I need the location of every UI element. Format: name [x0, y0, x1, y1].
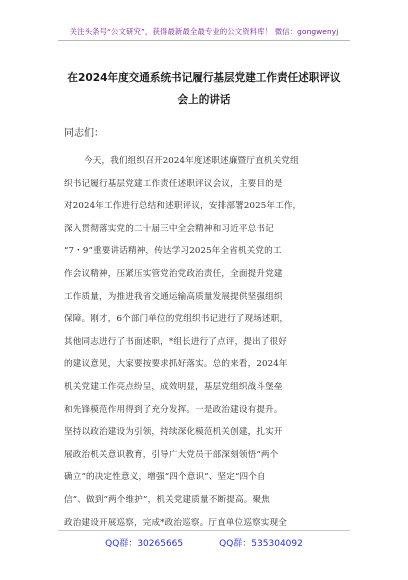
body-text-line: 保障。刚才，6个部门单位的党组织书记进行了现场述职， [64, 314, 289, 325]
body-text-line: 展政治机关意识教育，引导广大党员干部深刻领悟“两个 [64, 449, 279, 460]
body-text-line: 其他同志进行了书面述职，*组长进行了点评，提出了很好 [64, 336, 288, 347]
footer-qq-group-2: QQ群：535304092 [219, 539, 303, 549]
body-text-line: 今天，我们组织召开2024年度述职述廉暨厅直机关党组 [84, 156, 299, 166]
body-text-line: “7・9”重要讲话精神，传达学习2025年全省机关党的工 [64, 246, 282, 257]
body-text-line: 工作质量，为推进我省交通运输高质量发展提供坚强组织 [64, 291, 283, 302]
document-title-line-2: 会上的讲话 [177, 94, 231, 106]
body-text-line: 信”、做到“两个维护”，机关党建质量不断提高。聚焦 [64, 495, 270, 505]
body-text-line: 织书记履行基层党建工作责任述职评议会议，主要目的是 [64, 178, 283, 189]
footer [0, 536, 408, 549]
body-text-line: 政治建设开展巡察，完成*政治巡察。厅直单位巡察实现全 [64, 517, 288, 528]
body-text-line: 作会议精神，压紧压实管党治党政治责任，全面提升党建 [64, 269, 283, 279]
body-text-line: 机关党建工作亮点纷呈，成效明显，基层党组织战斗堡垒 [64, 382, 283, 392]
body-text-line: 对2024年工作进行总结和述职评议，安排部署2025年工作， [64, 201, 302, 212]
body-text-line: 的建议意见，大家要按要求抓好落实。总的来看，2024年 [64, 359, 288, 370]
salutation: 同志们： [64, 128, 104, 139]
body-text-line: 深入贯彻落实党的二十届三中全会精神和习近平总书记 [64, 223, 274, 234]
header-divider [58, 40, 350, 41]
footer-qq-group-1: QQ群：30265665 [105, 539, 184, 549]
footer-divider [58, 530, 350, 531]
body-text-line: 和先锋模范作用得到了充分发挥。一是政治建设有提升。 [64, 404, 283, 415]
document-title-line-1: 在2024年度交通系统书记履行基层党建工作责任述职评议 [67, 72, 341, 84]
header-banner: 关注头条号“公文研究”，获得最新最全最专业的公文资料库！ 微信：gongwenyj [69, 27, 339, 36]
body-text-line: 坚持以政治建设为引领，持续深化模范机关创建，扎实开 [64, 427, 283, 438]
body-text-line: 确立”的决定性意义，增强“四个意识”、坚定“四个自 [64, 472, 266, 483]
